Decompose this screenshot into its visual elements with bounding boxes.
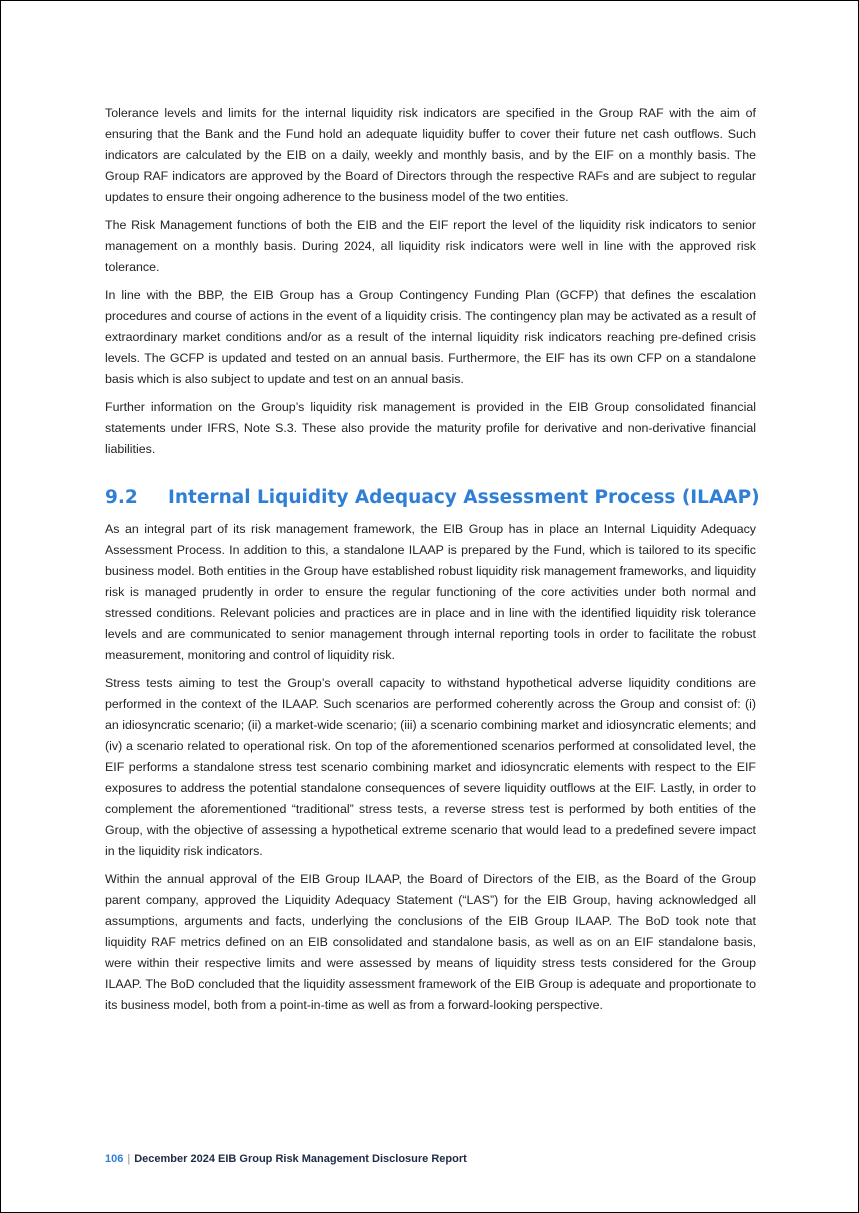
section-paragraph-2: Stress tests aiming to test the Group’s overall capacity to withstand hypothetical adverse liquidity conditions are performed in the context of the ILAAP. Such scenarios are performed coherently across the Group and consist of: (i) an idiosyncratic scenario; (ii) a market-wide scenario; (iii) a scenario combining market and idiosyncratic elements; and (iv) a scenario related to operational risk. On top of the aforementioned scenarios performed at consolidated level, the EIF performs a standalone stress test scenario combining market and idiosyncratic elements with respect to the EIF exposures to address the potential standalone consequences of severe liquidity outflows at the EIF. Lastly, in order to complement the aforementioned “traditional” stress tests, a reverse stress test is performed by both entities of the Group, with the objective of assessing a hypothetical extreme scenario that would lead to a predefined severe impact in the liquidity risk indicators. [105,676,756,858]
intro-paragraph-2: The Risk Management functions of both the EIB and the EIF report the level of the liquidity risk indicators to senior management on a monthly basis. During 2024, all liquidity risk indicators were well in line with the approved risk tolerance. [105,218,756,274]
intro-paragraph-1: Tolerance levels and limits for the internal liquidity risk indicators are specified in the Group RAF with the aim of ensuring that the Bank and the Fund hold an adequate liquidity buffer to cover their future net cash outflows. Such indicators are calculated by the EIB on a daily, weekly and monthly basis, and by the EIF on a monthly basis. The Group RAF indicators are approved by the Board of Directors through the respective RAFs and are subject to regular updates to ensure their ongoing adherence to the business model of the two entities. [105,106,756,204]
intro-paragraph-3: In line with the BBP, the EIB Group has a Group Contingency Funding Plan (GCFP) that defines the escalation procedures and course of actions in the event of a liquidity crisis. The contingency plan may be activated as a result of extraordinary market conditions and/or as a result of the internal liquidity risk indicators reaching pre-defined crisis levels. The GCFP is updated and tested on an annual basis. Furthermore, the EIF has its own CFP on a standalone basis which is also subject to update and test on an annual basis. [105,288,756,386]
footer-report-title: December 2024 EIB Group Risk Management Disclosure Report [134,1153,467,1165]
section-heading [105,486,760,510]
section-paragraph-3: Within the annual approval of the EIB Group ILAAP, the Board of Directors of the EIB, as the Board of the Group parent company, approved the Liquidity Adequacy Statement (“LAS”) for the EIB Group, having acknowledged all assumptions, arguments and facts, underlying the conclusions of the EIB Group ILAAP. The BoD took note that liquidity RAF metrics defined on an EIB consolidated and standalone basis, as well as on an EIF standalone basis, were within their respective limits and were assessed by means of liquidity stress tests considered for the Group ILAAP. The BoD concluded that the liquidity assessment framework of the EIB Group is adequate and proportionate to its business model, both from a point-in-time as well as from a forward-looking perspective. [105,872,756,1012]
intro-paragraph-4: Further information on the Group’s liquidity risk management is provided in the EIB Group consolidated financial statements under IFRS, Note S.3. These also provide the maturity profile for derivative and non-derivative financial liabilities. [105,400,756,456]
footer-separator: | [127,1153,131,1165]
page-body [105,103,760,1023]
page-footer [105,1153,467,1165]
section-title: Internal Liquidity Adequacy Assessment Process (ILAAP) [168,487,760,508]
footer-page-number: 106 [105,1153,124,1165]
section-number: 9.2 [105,487,138,508]
section-paragraph-1: As an integral part of its risk management framework, the EIB Group has in place an Internal Liquidity Adequacy Assessment Process. In addition to this, a standalone ILAAP is prepared by the Fund, which is tailored to its specific business model. Both entities in the Group have established robust liquidity risk management frameworks, and liquidity risk is managed prudently in order to ensure the regular functioning of the core activities under both normal and stressed conditions. Relevant policies and practices are in place and in line with the identified liquidity risk tolerance levels and are communicated to senior management through internal reporting tools in order to facilitate the robust measurement, monitoring and control of liquidity risk. [105,522,756,662]
